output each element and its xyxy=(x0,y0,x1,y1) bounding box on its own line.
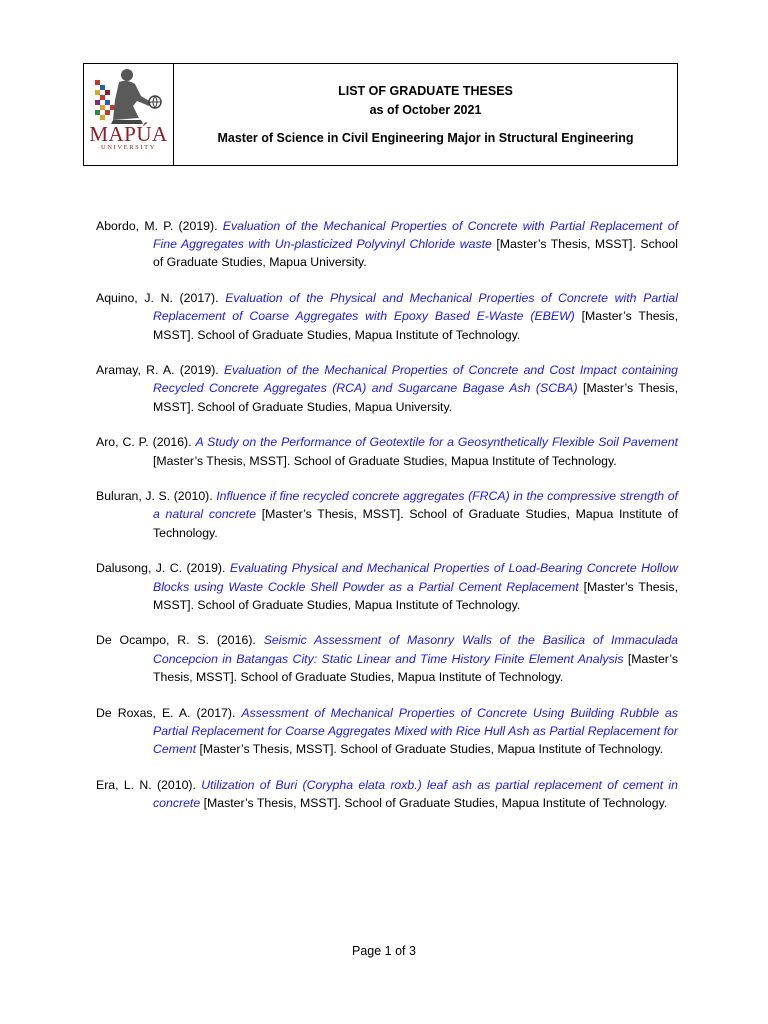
entry-title-link[interactable]: Assessment of Mechanical Properties of Concrete Using Building Rubble as Partial Replacement for Coarse Aggregates Mixed with Rice Hull Ash as Partial Replacement for Cement xyxy=(153,705,678,756)
entry-title-link[interactable]: Evaluation of the Mechanical Properties of Concrete and Cost Impact containing Recycled Concrete Aggregates (RCA) and Sugarcane Bagase Ash (SCBA) xyxy=(153,363,678,396)
entry-title-link[interactable]: A Study on the Performance of Geotextile for a Geosynthetically Flexible Soil Pavement xyxy=(195,435,679,450)
header-box xyxy=(83,63,678,166)
logo-subtitle: UNIVERSITY xyxy=(101,144,156,151)
entry-details: [Master’s Thesis, MSST]. School of Graduate Studies, Mapua Institute of Technology. xyxy=(153,579,678,612)
entry-authors: De Ocampo, R. S. (2016). xyxy=(96,633,256,648)
logo-figure-icon xyxy=(91,66,167,126)
entry-authors: Aquino, J. N. (2017). xyxy=(96,291,219,306)
thesis-entry xyxy=(96,217,678,272)
entry-title-link[interactable]: Evaluation of the Physical and Mechanical Properties of Concrete with Partial Replacement of Coarse Aggregates with Epoxy Based E-Waste (EBEW) xyxy=(153,291,678,324)
logo-name: MAPÚA xyxy=(89,122,168,146)
entry-title-link[interactable]: Utilization of Buri (Corypha elata roxb.) leaf ash as partial replacement of cement in concrete xyxy=(153,777,678,810)
thesis-entry xyxy=(96,776,678,812)
entry-details: [Master’s Thesis, MSST]. School of Graduate Studies, Mapua Institute of Technology. xyxy=(153,651,678,684)
entry-details: [Master’s Thesis, MSST]. School of Graduate Studies, Mapua University. xyxy=(153,381,678,414)
entry-authors: Aramay, R. A. (2019). xyxy=(96,363,219,378)
document-date: as of October 2021 xyxy=(369,103,482,117)
entry-title-link[interactable]: Evaluating Physical and Mechanical Properties of Load-Bearing Concrete Hollow Blocks using Waste Cockle Shell Powder as a Partial Cement Replacement xyxy=(153,561,679,594)
entry-authors: Era, L. N. (2010). xyxy=(96,777,196,792)
program-name: Master of Science in Civil Engineering Major in Structural Engineering xyxy=(217,131,634,145)
entry-authors: Dalusong, J. C. (2019). xyxy=(96,561,226,576)
thesis-entry xyxy=(96,704,678,759)
entry-authors: Buluran, J. S. (2010). xyxy=(96,489,213,504)
thesis-entry xyxy=(96,559,678,614)
entry-title-link[interactable]: Seismic Assessment of Masonry Walls of the Basilica of Immaculada Concepcion in Batangas City: Static Linear and Time History Finite Element Analysis xyxy=(153,633,678,666)
document-title: LIST OF GRADUATE THESES xyxy=(338,84,513,98)
thesis-entry xyxy=(96,289,678,344)
entry-authors: Abordo, M. P. (2019). xyxy=(96,219,218,233)
page-number: Page 1 of 3 xyxy=(352,944,416,958)
thesis-list xyxy=(96,217,678,830)
entry-details: [Master’s Thesis, MSST]. School of Graduate Studies, Mapua Institute of Technology. xyxy=(153,453,617,468)
entry-details: [Master’s Thesis, MSST]. School of Graduate Studies, Mapua Institute of Technology. xyxy=(153,507,679,540)
thesis-entry xyxy=(96,361,678,416)
entry-authors: Aro, C. P. (2016). xyxy=(96,435,192,450)
entry-title-link[interactable]: Evaluation of the Mechanical Properties of Concrete with Partial Replacement of Fine Aggregates with Un-plasticized Polyvinyl Chloride waste xyxy=(153,219,678,252)
header-title-cell xyxy=(174,64,677,165)
university-logo xyxy=(84,64,174,165)
entry-authors: De Roxas, E. A. (2017). xyxy=(96,705,236,720)
thesis-entry xyxy=(96,433,678,469)
entry-details: [Master’s Thesis, MSST]. School of Graduate Studies, Mapua Institute of Technology. xyxy=(203,795,668,810)
thesis-entry xyxy=(96,487,678,542)
entry-details: [Master’s Thesis, MSST]. School of Graduate Studies, Mapua Institute of Technology. xyxy=(199,741,664,756)
entry-title-link[interactable]: Influence if fine recycled concrete aggregates (FRCA) in the compressive strength of a natural concrete xyxy=(153,489,678,522)
entry-details: [Master’s Thesis, MSST]. School of Graduate Studies, Mapua Institute of Technology. xyxy=(153,309,678,342)
entry-details: [Master’s Thesis, MSST]. School of Graduate Studies, Mapua University. xyxy=(153,237,678,270)
thesis-entry xyxy=(96,631,678,686)
